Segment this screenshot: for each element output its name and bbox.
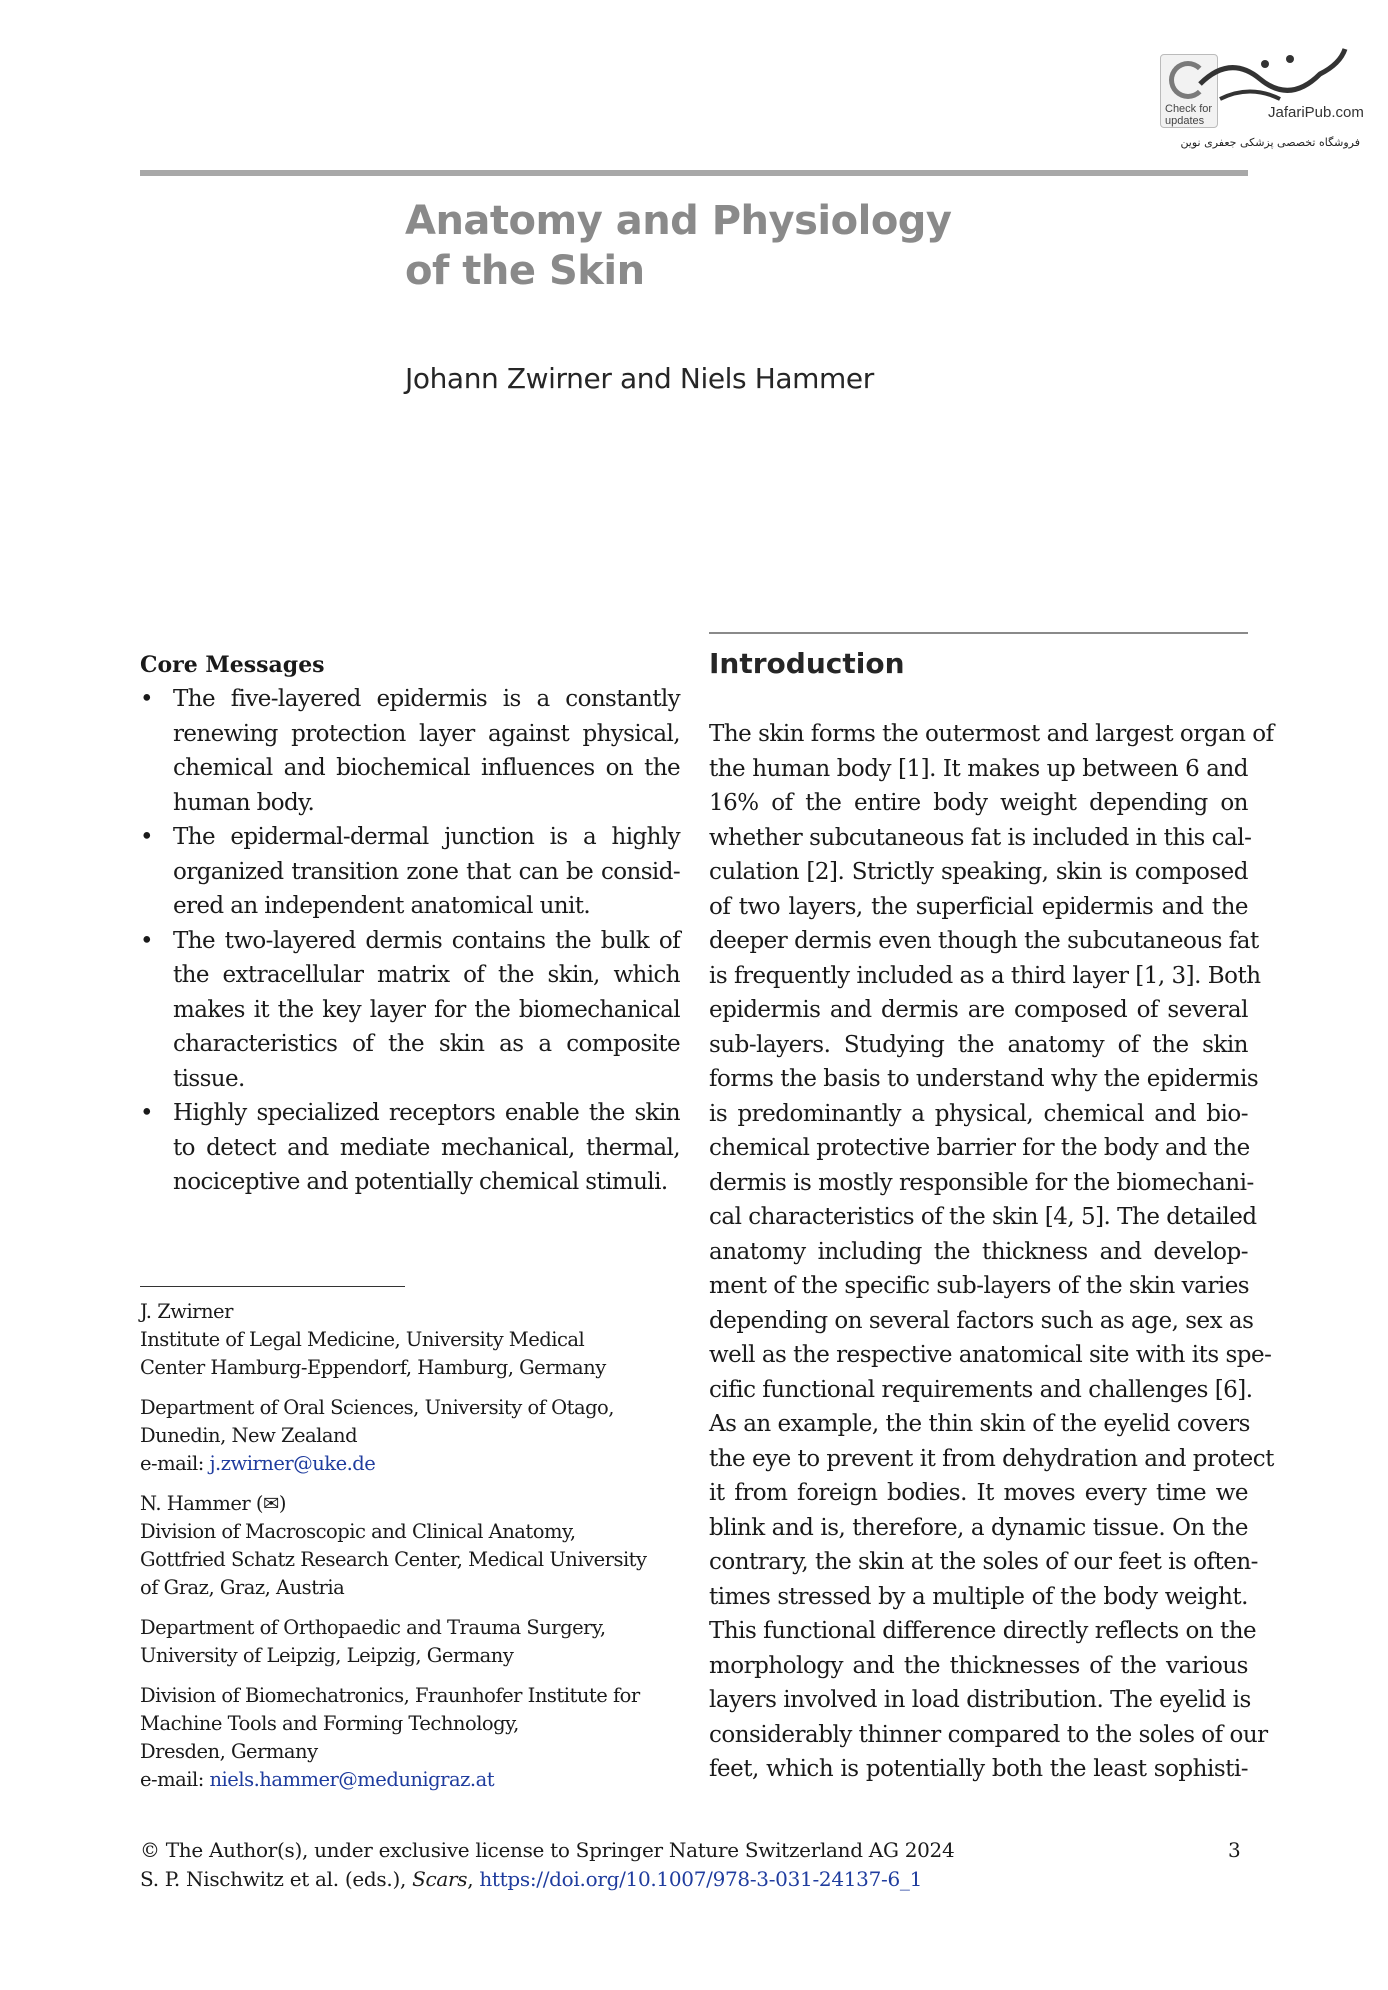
paragraph-line: feet, which is potentially both the least sophisti- bbox=[709, 1756, 1248, 1782]
affiliation-line: University of Leipzig, Leipzig, Germany bbox=[140, 1644, 514, 1667]
paragraph-line: blink and is, therefore, a dynamic tissue. On the bbox=[709, 1514, 1248, 1541]
chapter-authors: Johann Zwirner and Niels Hammer bbox=[405, 362, 874, 395]
paragraph-line: sub-layers. Studying the anatomy of the skin bbox=[709, 1031, 1248, 1058]
paragraph-line: The skin forms the outermost and largest organ of bbox=[709, 721, 1274, 747]
footnote-rule bbox=[140, 1286, 405, 1287]
core-messages-box bbox=[140, 650, 680, 1200]
paragraph-line: it from foreign bodies. It moves every time we bbox=[709, 1480, 1248, 1506]
paragraph-line: is frequently included as a third layer [1, 3]. Both bbox=[709, 962, 1261, 989]
paragraph-line: times stressed by a multiple of the body weight. bbox=[709, 1583, 1248, 1610]
bullet-icon: • bbox=[140, 824, 153, 850]
paragraph-line: epidermis and dermis are composed of several bbox=[709, 997, 1248, 1023]
paragraph-line: anatomy including the thickness and develop- bbox=[709, 1238, 1248, 1265]
list-item-text: The epidermal-dermal junction is a highly organized transition zone that can be consid-ered an independent anatomical unit. bbox=[173, 824, 680, 919]
list-item bbox=[140, 682, 680, 820]
paragraph-line: the human body [1]. It makes up between 6 and bbox=[709, 755, 1248, 782]
affiliation-hammer-2 bbox=[140, 1614, 660, 1670]
paragraph-line: This functional difference directly reflects on the bbox=[709, 1618, 1257, 1644]
paragraph-line: dermis is mostly responsible for the biomechani- bbox=[709, 1169, 1254, 1196]
paragraph-line: layers involved in load distribution. The eyelid is bbox=[709, 1687, 1251, 1713]
paragraph-line: 16% of the entire body weight depending on bbox=[709, 790, 1248, 816]
paragraph-line: cific functional requirements and challenges [6]. bbox=[709, 1376, 1253, 1403]
affiliation-hammer bbox=[140, 1490, 660, 1602]
publisher-url: JafariPub.com bbox=[1268, 104, 1364, 121]
list-item bbox=[140, 924, 680, 1097]
paragraph-line: ment of the specific sub-layers of the skin varies bbox=[709, 1273, 1250, 1299]
paragraph-line: whether subcutaneous fat is included in this cal- bbox=[709, 824, 1252, 851]
bullet-icon: • bbox=[140, 686, 153, 712]
list-item-text: The five-layered epidermis is a constantly renewing protection layer against physical, chemical and biochemical influences on the human body. bbox=[173, 686, 680, 816]
paragraph-line: well as the respective anatomical site with its spe- bbox=[709, 1342, 1272, 1368]
list-item bbox=[140, 820, 680, 924]
page-number: 3 bbox=[1228, 1838, 1241, 1862]
affiliation-line: Department of Oral Sciences, University of Otago, bbox=[140, 1396, 614, 1419]
paragraph-line: morphology and the thicknesses of the various bbox=[709, 1652, 1248, 1679]
introduction-body bbox=[709, 717, 1274, 1787]
paragraph-line: chemical protective barrier for the body and the bbox=[709, 1135, 1250, 1161]
email-label: e-mail: bbox=[140, 1768, 210, 1791]
watermark bbox=[1150, 44, 1364, 154]
paragraph-line: of two layers, the superficial epidermis and the bbox=[709, 893, 1248, 920]
affiliation-line: Machine Tools and Forming Technology, bbox=[140, 1712, 519, 1735]
affiliation-line: Dresden, Germany bbox=[140, 1740, 318, 1763]
citation-sep: , bbox=[467, 1867, 480, 1891]
paragraph-line: cal characteristics of the skin [4, 5]. The detailed bbox=[709, 1204, 1257, 1230]
email-line bbox=[140, 1450, 660, 1478]
email-line bbox=[140, 1766, 660, 1794]
core-messages-list bbox=[140, 682, 680, 1200]
affiliation-zwirner bbox=[140, 1298, 660, 1382]
affiliation-line: of Graz, Graz, Austria bbox=[140, 1576, 345, 1599]
paragraph-line: depending on several factors such as age, sex as bbox=[709, 1307, 1254, 1334]
paragraph-line: contrary, the skin at the soles of our feet is often- bbox=[709, 1549, 1258, 1575]
paragraph-line: culation [2]. Strictly speaking, skin is composed bbox=[709, 859, 1248, 885]
affiliation-line: Department of Orthopaedic and Trauma Surgery, bbox=[140, 1616, 606, 1639]
affiliation-line: Division of Biomechatronics, Fraunhofer Institute for bbox=[140, 1684, 640, 1707]
check-for-updates-text: Check for updates bbox=[1165, 103, 1213, 127]
copyright-line: © The Author(s), under exclusive license to Springer Nature Switzerland AG 2024 bbox=[140, 1838, 955, 1862]
list-item-text: Highly specialized receptors enable the skin to detect and mediate mechanical, thermal, nociceptive and potentially chemical stimuli. bbox=[173, 1100, 680, 1195]
chapter-title bbox=[405, 196, 1205, 296]
paragraph-line: forms the basis to understand why the epidermis bbox=[709, 1066, 1259, 1092]
top-rule bbox=[140, 170, 1248, 176]
author-name: J. Zwirner bbox=[140, 1300, 233, 1323]
publisher-caption: فروشگاه تخصصی پزشکی جعفری نوین bbox=[1180, 136, 1360, 149]
chapter-title-line: of the Skin bbox=[405, 248, 645, 294]
affiliation-hammer-3 bbox=[140, 1682, 660, 1794]
affiliation-line: Institute of Legal Medicine, University Medical bbox=[140, 1328, 585, 1351]
section-rule bbox=[709, 632, 1248, 634]
affiliation-line: Division of Macroscopic and Clinical Anatomy, bbox=[140, 1520, 576, 1543]
paragraph-line: deeper dermis even though the subcutaneous fat bbox=[709, 928, 1259, 954]
author-name: N. Hammer (✉) bbox=[140, 1492, 286, 1515]
book-title: Scars bbox=[412, 1867, 468, 1891]
paragraph-line: As an example, the thin skin of the eyelid covers bbox=[709, 1411, 1250, 1437]
author-affiliations bbox=[140, 1298, 660, 1806]
paragraph-line: the eye to prevent it from dehydration and protect bbox=[709, 1445, 1274, 1472]
chapter-title-line: Anatomy and Physiology bbox=[405, 198, 952, 244]
core-messages-heading: Core Messages bbox=[140, 652, 325, 678]
affiliation-zwirner-2 bbox=[140, 1394, 660, 1478]
introduction-heading: Introduction bbox=[709, 647, 905, 680]
doi-link[interactable]: https://doi.org/10.1007/978-3-031-24137-6_1 bbox=[479, 1867, 923, 1891]
email-link-hammer[interactable]: niels.hammer@medunigraz.at bbox=[209, 1768, 495, 1791]
citation-prefix: S. P. Nischwitz et al. (eds.), bbox=[140, 1867, 413, 1891]
list-item-text: The two-layered dermis contains the bulk of the extracellular matrix of the skin, which makes it the key layer for the biomechanical characteristics of the skin as a composite tissue. bbox=[173, 927, 680, 1092]
page-footer bbox=[140, 1836, 1248, 1894]
email-label: e-mail: bbox=[140, 1452, 210, 1475]
bullet-icon: • bbox=[140, 1100, 153, 1126]
affiliation-line: Center Hamburg-Eppendorf, Hamburg, Germany bbox=[140, 1356, 606, 1379]
bullet-icon: • bbox=[140, 927, 153, 954]
paragraph-line: is predominantly a physical, chemical and bio- bbox=[709, 1100, 1248, 1127]
list-item bbox=[140, 1096, 680, 1200]
paragraph-line: considerably thinner compared to the soles of our bbox=[709, 1721, 1268, 1748]
email-link-zwirner[interactable]: j.zwirner@uke.de bbox=[209, 1452, 376, 1475]
affiliation-line: Gottfried Schatz Research Center, Medical University bbox=[140, 1548, 647, 1571]
citation-line bbox=[140, 1865, 1248, 1894]
affiliation-line: Dunedin, New Zealand bbox=[140, 1424, 358, 1447]
